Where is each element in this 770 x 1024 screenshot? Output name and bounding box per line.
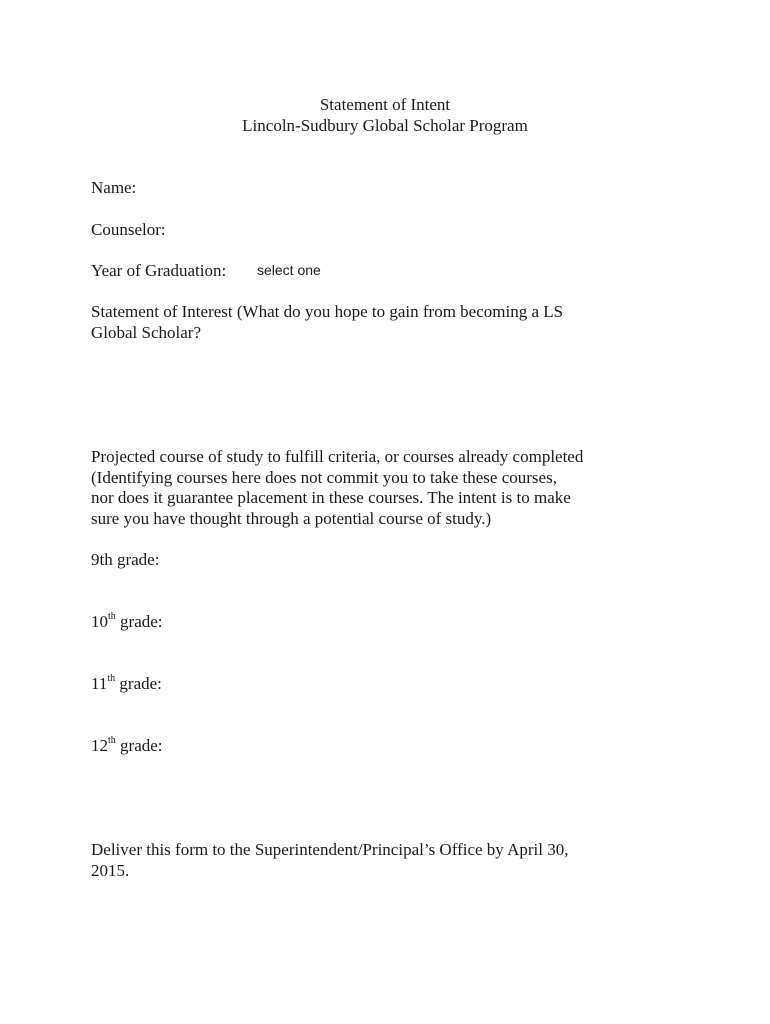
year-of-graduation-label: Year of Graduation: bbox=[91, 261, 227, 280]
grade-10-label bbox=[91, 611, 163, 632]
grade-12-number: 12 bbox=[91, 736, 108, 755]
graduation-year-select[interactable]: select one bbox=[257, 262, 321, 278]
grade-10-number: 10 bbox=[91, 612, 108, 631]
delivery-instructions-line-1: Deliver this form to the Superintendent/Principal’s Office by April 30, bbox=[91, 840, 569, 859]
grade-10-ordinal: th bbox=[108, 611, 116, 623]
course-of-study-line-4: sure you have thought through a potential course of study.) bbox=[91, 509, 492, 528]
grade-10-suffix: grade: bbox=[115, 612, 163, 631]
delivery-instructions-line-2: 2015. bbox=[91, 861, 130, 880]
grade-12-ordinal: th bbox=[108, 735, 116, 747]
program-name: Lincoln-Sudbury Global Scholar Program bbox=[242, 116, 528, 135]
counselor-label: Counselor: bbox=[91, 220, 166, 239]
course-of-study-line-1: Projected course of study to fulfill criteria, or courses already completed bbox=[91, 447, 584, 466]
grade-12-label bbox=[91, 735, 163, 756]
course-of-study-line-3: nor does it guarantee placement in these courses. The intent is to make bbox=[91, 488, 571, 507]
course-of-study-line-2: (Identifying courses here does not commit you to take these courses, bbox=[91, 468, 557, 487]
statement-of-interest-line-1: Statement of Interest (What do you hope to gain from becoming a LS bbox=[91, 302, 564, 321]
statement-of-interest-line-2: Global Scholar? bbox=[91, 323, 201, 342]
grade-11-label bbox=[91, 673, 162, 694]
name-label: Name: bbox=[91, 178, 137, 197]
grade-11-suffix: grade: bbox=[115, 674, 162, 693]
grade-9-label: 9th grade: bbox=[91, 550, 160, 569]
grade-12-suffix: grade: bbox=[115, 736, 163, 755]
grade-11-number: 11 bbox=[91, 674, 108, 693]
grade-11-ordinal: th bbox=[107, 673, 116, 685]
form-title: Statement of Intent bbox=[319, 95, 451, 114]
